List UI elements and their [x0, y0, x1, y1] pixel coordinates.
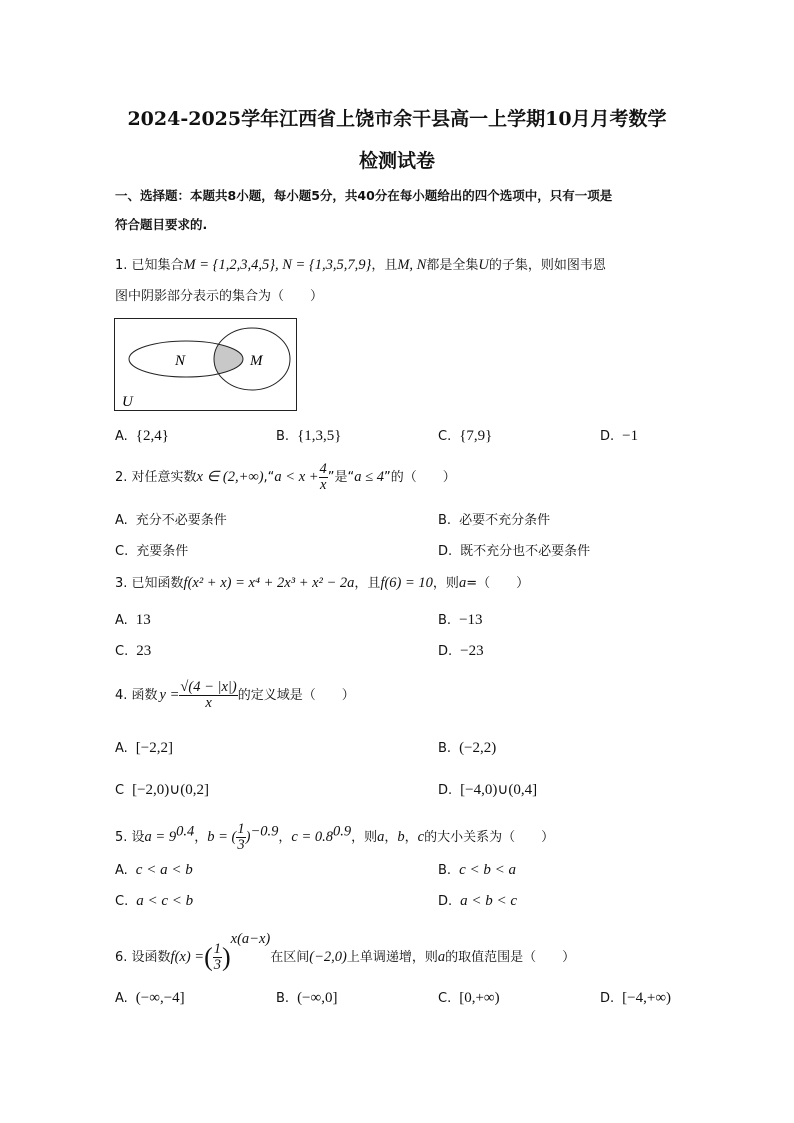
q3-text-3: ，则: [432, 576, 459, 591]
q2-text-3: ”是“: [327, 470, 355, 485]
q5-math-c: c = 0.8: [291, 829, 333, 845]
q5-math-a: a = 9: [144, 829, 177, 845]
fraction-numerator: 1: [213, 941, 221, 957]
q6-text-1: 6. 设函数: [115, 950, 171, 965]
option-value: 既不充分也不必要条件: [460, 544, 591, 559]
option-value: 充分不必要条件: [135, 513, 227, 528]
q5-option-b[interactable]: [438, 862, 516, 879]
q5-text-3: ，: [278, 830, 292, 845]
option-value: c < b < a: [459, 862, 516, 878]
option-letter: C.: [438, 429, 452, 444]
q1-math-u: U: [478, 257, 489, 273]
q1-text-4: 的子集，则如图韦恩: [488, 258, 606, 273]
q6-text-2: 在区间: [270, 950, 310, 965]
option-value: 充要条件: [136, 544, 189, 559]
q1-option-c[interactable]: [438, 428, 492, 445]
q5-text-5: ，: [384, 830, 398, 845]
q5-var-b: b: [397, 829, 405, 845]
option-letter: A.: [115, 429, 128, 444]
q3-text-4: =（ ）: [466, 576, 530, 591]
question-3-stem: [115, 574, 529, 593]
q4-option-a[interactable]: [115, 740, 173, 757]
option-letter: C: [115, 783, 125, 798]
section-header-line1: 一、选择题：本题共8小题，每小题5分，共40分在每小题给出的四个选项中，只有一项是: [115, 188, 613, 203]
option-letter: A.: [115, 741, 128, 756]
q2-text-4: ”的（ ）: [384, 470, 456, 485]
question-1-stem: [115, 256, 606, 275]
q2-math-cond: a ≤ 4: [354, 469, 384, 485]
fraction-denominator: 3: [213, 957, 221, 973]
option-value: [−2,2]: [135, 740, 173, 756]
q4-text-2: 的定义域是（ ）: [237, 688, 355, 703]
option-value: [−4,0)∪(0,4]: [460, 782, 538, 798]
q4-fraction: [179, 680, 237, 711]
option-letter: B.: [438, 613, 452, 628]
option-value: [−2,0)∪(0,2]: [132, 782, 209, 798]
q2-option-c[interactable]: [115, 540, 188, 559]
q5-text-1: 5. 设: [115, 830, 145, 845]
q5-var-c: c: [417, 829, 425, 845]
q6-right-paren: ): [222, 942, 231, 972]
q3-math-value: f(6) = 10: [380, 575, 433, 591]
option-value: 必要不充分条件: [459, 513, 551, 528]
option-value: (−∞,0]: [297, 990, 338, 1006]
q1-text-2: ，且: [371, 258, 398, 273]
option-value: [−4,+∞): [622, 990, 672, 1006]
q5-option-a[interactable]: [115, 862, 193, 879]
option-value: −1: [622, 428, 639, 444]
venn-label-n: N: [175, 353, 186, 369]
q6-math-a: a: [437, 949, 446, 965]
question-6-stem: [115, 930, 575, 973]
option-letter: C.: [115, 644, 129, 659]
option-letter: A.: [115, 613, 128, 628]
option-value: {7,9}: [459, 428, 493, 444]
option-value: c < a < b: [135, 862, 193, 878]
option-letter: D.: [600, 991, 615, 1006]
q4-option-d[interactable]: [438, 780, 537, 799]
option-letter: C.: [115, 894, 129, 909]
q1-text-1: 1. 已知集合: [115, 258, 184, 273]
q3-option-d[interactable]: [438, 643, 484, 660]
q3-text-1: 3. 已知函数: [115, 576, 184, 591]
fraction-denominator: x: [205, 695, 212, 711]
venn-diagram-svg: [114, 318, 298, 412]
universe-rect: [115, 319, 297, 411]
q1-option-a[interactable]: [115, 428, 169, 445]
q2-math-domain: x ∈ (2,+∞): [196, 469, 264, 485]
option-value: −23: [460, 643, 484, 659]
q6-exponent: x(a−x): [230, 931, 271, 947]
q3-option-b[interactable]: [438, 612, 483, 629]
option-value: [0,+∞): [459, 990, 500, 1006]
venn-label-u: U: [122, 394, 133, 410]
q2-math-ineq: a < x +: [274, 469, 319, 485]
option-letter: B.: [438, 741, 452, 756]
q6-text-3: 上单调递增，则: [346, 950, 438, 965]
q4-math-y: y =: [159, 687, 180, 703]
q6-fraction: [213, 942, 222, 973]
option-letter: B.: [276, 429, 290, 444]
option-letter: B.: [438, 513, 452, 528]
q6-left-paren: (: [204, 942, 213, 972]
venn-diagram: [114, 318, 298, 412]
q5-exponent-b: −0.9: [250, 823, 279, 840]
q5-text-4: ，则: [351, 830, 378, 845]
q6-option-d[interactable]: [600, 990, 671, 1007]
q2-option-d[interactable]: [438, 540, 590, 559]
option-value: (−2,2): [459, 740, 497, 756]
option-letter: C.: [438, 991, 452, 1006]
fraction-numerator: 1: [237, 821, 245, 837]
question-5-stem: [115, 822, 554, 853]
option-value: −13: [459, 612, 483, 628]
q3-math-function: f(x² + x) = x⁴ + 2x³ + x² − 2a: [183, 575, 355, 591]
q6-math-f: f(x) =: [170, 949, 205, 965]
q4-option-b[interactable]: [438, 740, 496, 757]
q6-option-b[interactable]: [276, 990, 337, 1007]
q3-option-c[interactable]: [115, 643, 151, 660]
option-value: (−∞,−4]: [135, 990, 185, 1006]
doc-title-line2: 检测试卷: [358, 150, 435, 172]
q3-math-a: a: [458, 575, 467, 591]
option-value: {2,4}: [135, 428, 169, 444]
fraction-denominator: x: [319, 477, 327, 493]
q4-option-c[interactable]: [115, 780, 209, 799]
q5-var-a: a: [377, 829, 385, 845]
q5-math-b: b = (: [207, 829, 237, 845]
question-4-stem: [115, 680, 355, 711]
q2-text-2: ,“: [263, 470, 275, 485]
option-letter: A.: [115, 991, 128, 1006]
option-letter: B.: [438, 863, 452, 878]
q5-fraction: [236, 822, 245, 853]
q2-fraction: [319, 462, 328, 493]
option-letter: D.: [438, 644, 453, 659]
option-letter: D.: [600, 429, 615, 444]
q1-math-mn: M, N: [397, 257, 427, 273]
q6-math-interval: (−2,0): [309, 949, 347, 965]
fraction-numerator: √(4 − |x|): [180, 679, 237, 695]
fraction-denominator: 3: [237, 837, 245, 853]
q1-math-sets: M = {1,2,3,4,5}, N = {1,3,5,7,9}: [183, 257, 372, 273]
venn-label-m: M: [250, 353, 263, 369]
option-value: a < b < c: [460, 893, 518, 909]
option-letter: C.: [115, 544, 129, 559]
option-letter: A.: [115, 513, 128, 528]
question-1-stem-line2: 图中阴影部分表示的集合为（ ）: [115, 289, 324, 304]
question-2-stem: [115, 462, 456, 493]
q6-option-c[interactable]: [438, 990, 500, 1007]
q2-option-a[interactable]: [115, 509, 227, 528]
q2-text-1: 2. 对任意实数: [115, 470, 197, 485]
q1-text-3: 都是全集: [426, 258, 479, 273]
q5-math-paren: ): [245, 829, 251, 845]
q5-text-2: ，: [194, 830, 208, 845]
option-value: {1,3,5}: [297, 428, 342, 444]
option-value: 13: [135, 612, 151, 628]
q1-option-b[interactable]: [276, 428, 341, 445]
option-value: 23: [136, 643, 152, 659]
q5-option-c[interactable]: [115, 893, 193, 910]
option-value: a < c < b: [136, 893, 194, 909]
q6-option-a[interactable]: [115, 990, 185, 1007]
q3-option-a[interactable]: [115, 612, 151, 629]
q5-exponent-a: 0.4: [176, 823, 195, 840]
q2-option-b[interactable]: [438, 509, 550, 528]
q5-text-7: 的大小关系为（ ）: [424, 830, 555, 845]
option-letter: A.: [115, 863, 128, 878]
option-letter: D.: [438, 894, 453, 909]
section-header-line2: 符合题目要求的.: [115, 217, 208, 232]
q5-text-6: ，: [404, 830, 418, 845]
doc-title-line1: 2024-2025学年江西省上饶市余干县高一上学期10月月考数学: [127, 108, 667, 130]
option-letter: D.: [438, 544, 453, 559]
option-letter: B.: [276, 991, 290, 1006]
q3-text-2: ，且: [354, 576, 381, 591]
q1-option-d[interactable]: [600, 428, 638, 445]
q5-exponent-c: 0.9: [333, 823, 352, 840]
fraction-numerator: 4: [319, 461, 327, 477]
q6-text-4: 的取值范围是（ ）: [445, 950, 576, 965]
option-letter: D.: [438, 783, 453, 798]
q4-text-1: 4. 函数: [115, 688, 158, 703]
q5-option-d[interactable]: [438, 893, 517, 910]
